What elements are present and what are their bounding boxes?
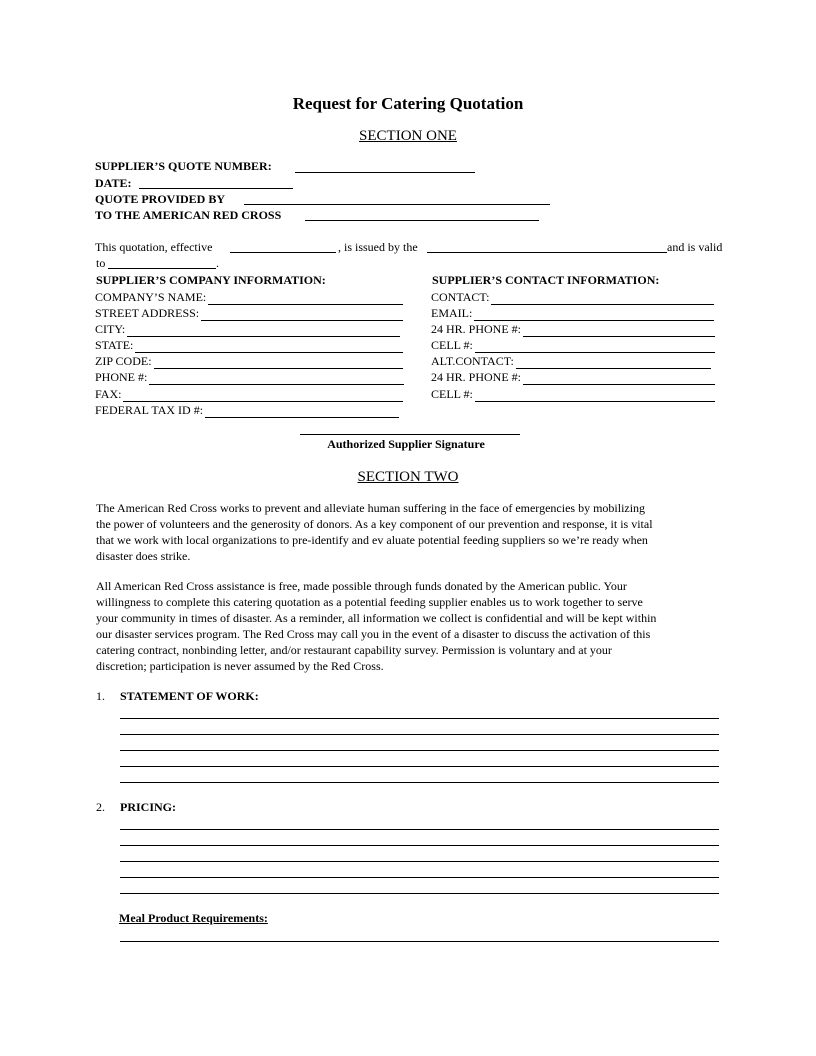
to-red-cross-label: TO THE AMERICAN RED CROSS [95, 208, 282, 222]
quote-number-field[interactable] [295, 172, 475, 173]
statement-line[interactable] [120, 766, 719, 767]
phone-24hr-field[interactable]: 24 HR. PHONE #: [431, 322, 715, 337]
zip-code-field[interactable]: ZIP CODE: [95, 354, 403, 369]
to-red-cross-field[interactable] [305, 220, 539, 221]
page-title: Request for Catering Quotation [292, 94, 524, 113]
section-two-heading: SECTION TWO [357, 469, 459, 485]
alt-contact-field[interactable]: ALT.CONTACT: [431, 354, 711, 369]
effective-text-5: . [216, 256, 219, 270]
pricing-line[interactable] [120, 861, 719, 862]
effective-text-2: , is issued by the [338, 240, 418, 254]
pricing-line[interactable] [120, 845, 719, 846]
pricing-label: PRICING: [120, 800, 176, 814]
effective-text-3: and is valid [667, 240, 723, 254]
quote-provided-label: QUOTE PROVIDED BY [95, 192, 226, 206]
intro-paragraph: The American Red Cross works to prevent and alleviate human suffering in the face of emergencies by mobilizing the power of volunteers and the generosity of donors. As a key component of our prevention and response, it is vital that we work with local organizations to pre-identify and ev aluate potential feeding suppliers so we’re ready when disaster does strike. [96, 501, 653, 563]
statement-line[interactable] [120, 782, 719, 783]
federal-tax-id-field[interactable]: FEDERAL TAX ID #: [95, 403, 399, 418]
company-info-heading: SUPPLIER’S COMPANY INFORMATION: [96, 273, 326, 287]
meal-requirements-label: Meal Product Requirements: [119, 911, 268, 925]
phone-field[interactable]: PHONE #: [95, 370, 404, 385]
pricing-line[interactable] [120, 893, 719, 894]
cell-field[interactable]: CELL #: [431, 338, 715, 353]
issued-by-field[interactable] [427, 252, 667, 253]
city-field[interactable]: CITY: [95, 322, 400, 337]
signature-line[interactable] [300, 434, 520, 435]
date-label: DATE: [95, 176, 132, 190]
contact-info-heading: SUPPLIER’S CONTACT INFORMATION: [432, 273, 660, 287]
pricing-line[interactable] [120, 829, 719, 830]
item-2-number: 2. [96, 800, 105, 814]
statement-line[interactable] [120, 734, 719, 735]
street-address-field[interactable]: STREET ADDRESS: [95, 306, 403, 321]
section-one-heading: SECTION ONE [359, 128, 457, 144]
quote-provided-field[interactable] [244, 204, 550, 205]
company-name-field[interactable]: COMPANY’S NAME: [95, 290, 403, 305]
email-field[interactable]: EMAIL: [431, 306, 714, 321]
pricing-line[interactable] [120, 877, 719, 878]
statement-of-work-label: STATEMENT OF WORK: [120, 689, 259, 703]
item-1-number: 1. [96, 689, 105, 703]
alt-phone-24hr-field[interactable]: 24 HR. PHONE #: [431, 370, 715, 385]
valid-to-field[interactable] [108, 268, 216, 269]
statement-line[interactable] [120, 718, 719, 719]
meal-requirements-line[interactable] [120, 941, 719, 942]
date-field[interactable] [139, 188, 293, 189]
statement-line[interactable] [120, 750, 719, 751]
signature-label: Authorized Supplier Signature [327, 437, 485, 451]
assistance-paragraph: All American Red Cross assistance is free, made possible through funds donated by the American public. Your willingness to complete this catering quotation as a potential feeding supplier enables us to work together to serve your community in times of disaster. As a reminder, all information we collect is confidential and will be kept within our disaster services program. The Red Cross may call you in the event of a disaster to discuss the activation of this catering contract, nonbinding letter, and/or restaurant capability survey. Permission is voluntary and at your discretion; participation is never assumed by the Red Cross. [96, 579, 657, 673]
fax-field[interactable]: FAX: [95, 387, 403, 402]
state-field[interactable]: STATE: [95, 338, 403, 353]
alt-cell-field[interactable]: CELL #: [431, 387, 715, 402]
contact-field[interactable]: CONTACT: [431, 290, 714, 305]
effective-text-4: to [96, 256, 106, 270]
effective-date-field[interactable] [230, 252, 336, 253]
quote-number-label: SUPPLIER’S QUOTE NUMBER: [95, 159, 272, 173]
effective-text-1: This quotation, effective [95, 240, 213, 254]
